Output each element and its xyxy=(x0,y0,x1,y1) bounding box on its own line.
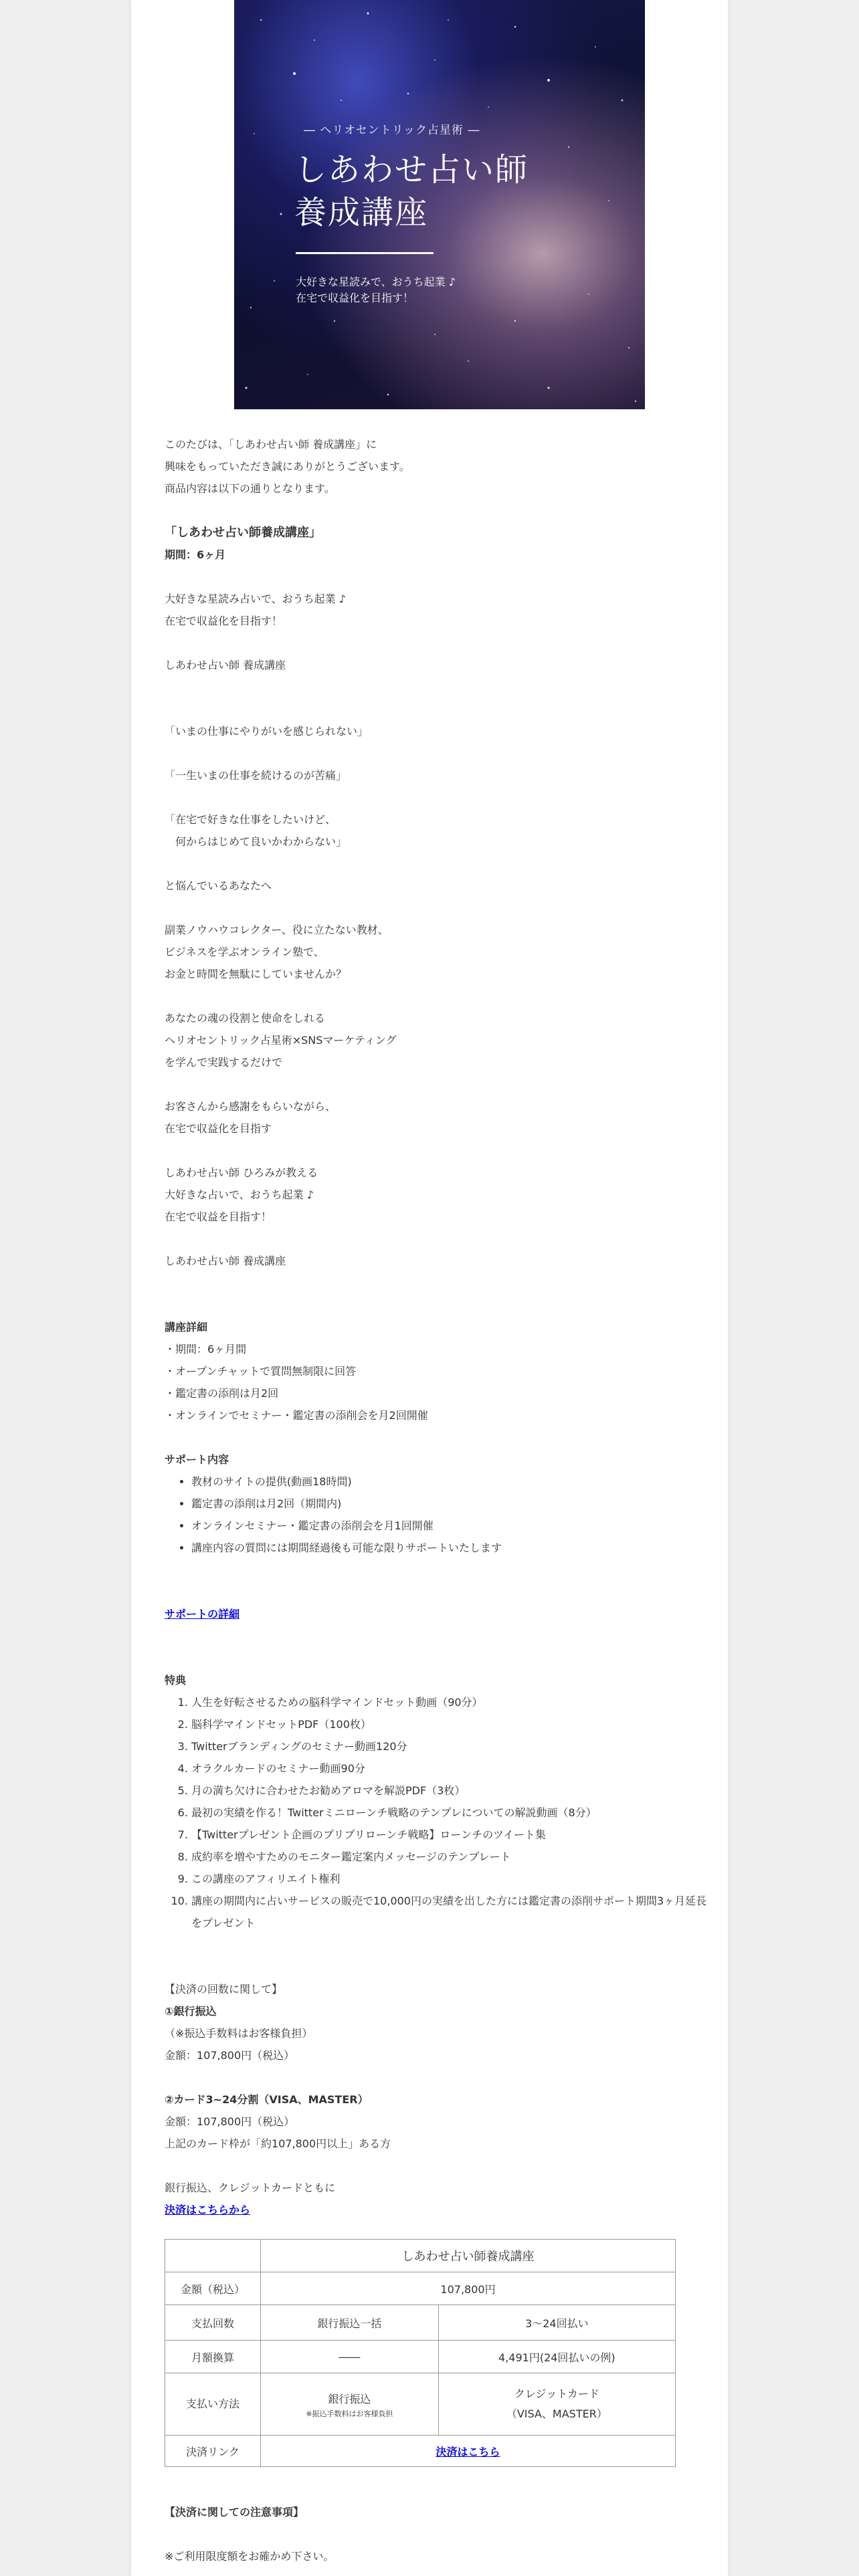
method-card: クレジットカード xyxy=(514,2387,599,2400)
body-line: 大好きな占いで、おうち起業 ♪ xyxy=(165,1188,314,1201)
perk-item: 8. 成約率を増やすためのモニター鑑定案内メッセージのテンプレート xyxy=(191,1846,713,1868)
method-label: 支払い方法 xyxy=(165,2373,261,2436)
body-line: しあわせ占い師 養成講座 xyxy=(165,1255,286,1267)
body-line: と悩んでいるあなたへ xyxy=(165,879,272,892)
support-item: • 鑑定書の添削は月2回（期間内) xyxy=(191,1493,713,1515)
hero-divider xyxy=(296,252,434,254)
notes-heading: 【決済に関しての注意事項】 xyxy=(165,2506,304,2518)
body-line: ヘリオセントリック占星術×SNSマーケティング xyxy=(165,1034,397,1047)
hero-title-line2: 養成講座 xyxy=(294,194,429,231)
hero-subtitle: ― ヘリオセントリック占星術 ― xyxy=(304,124,480,137)
payment-link[interactable]: 決済はこちらから xyxy=(165,2204,251,2216)
quote-line: 「いまの仕事にやりがいを感じられない」 xyxy=(165,725,369,738)
quote-line: 「在宅で好きな仕事をしたいけど、 xyxy=(165,813,337,826)
perk-item: 9. この講座のアフィリエイト権利 xyxy=(191,1868,713,1890)
hero-title xyxy=(294,148,529,234)
monthly-bank: ―― xyxy=(261,2341,439,2373)
details-item: ・オンラインでセミナー・鑑定書の添削会を月2回開催 xyxy=(165,1409,428,1422)
method-bank: 銀行振込 xyxy=(328,2393,371,2405)
card-title: ②カード3~24分割（VISA、MASTER） xyxy=(165,2093,369,2106)
count-label: 支払回数 xyxy=(165,2305,261,2341)
details-heading: 講座詳細 xyxy=(165,1321,208,1333)
body-line: お金と時間を無駄にしていませんか？ xyxy=(165,968,347,980)
body-line: 在宅で収益を目指す！ xyxy=(165,1210,272,1223)
quote-line: 何からはじめて良いかわからない」 xyxy=(165,835,347,848)
body-line: を学んで実践するだけで xyxy=(165,1056,283,1069)
bank-note: （※振込手数料はお客様負担） xyxy=(165,2027,313,2040)
notes-section xyxy=(165,2501,713,2567)
course-period: 期間：6ヶ月 xyxy=(165,548,226,561)
details-item: ・オープンチャットで質問無制限に回答 xyxy=(165,1365,357,1378)
perks-list xyxy=(165,1691,713,1934)
card-amount: 金額：107,800円（税込） xyxy=(165,2115,295,2128)
body-line: しあわせ占い師 ひろみが教える xyxy=(165,1166,318,1179)
perk-item: 10. 講座の期間内に占いサービスの販売で10,000円の実績を出した方には鑑定書の添削サポート期間3ヶ月延長をプレゼント xyxy=(191,1890,713,1934)
support-heading: サポート内容 xyxy=(165,1453,229,1466)
body-line: ビジネスを学ぶオンライン塾で、 xyxy=(165,946,324,958)
card-note: 上記のカード枠が「約107,800円以上」ある方 xyxy=(165,2137,391,2150)
details-item: ・鑑定書の添削は月2回 xyxy=(165,1387,279,1400)
support-item: • オンラインセミナー・鑑定書の添削会を月1回開催 xyxy=(191,1515,713,1537)
body-line: 在宅で収益化を目指す！ xyxy=(165,615,283,627)
method-bank-cell xyxy=(261,2373,439,2436)
monthly-card: 4,491円(24回払いの例) xyxy=(438,2341,675,2373)
notes-line: ※ご利用限度額をお確かめ下さい。 xyxy=(165,2550,335,2563)
hero-banner xyxy=(234,0,645,409)
perk-item: 7. 【Twitterプレゼント企画のプリプリローンチ戦略】ローンチのツイート集 xyxy=(191,1824,713,1846)
bank-amount: 金額：107,800円（税込） xyxy=(165,2049,295,2062)
payment-table xyxy=(165,2239,676,2467)
support-item: • 講座内容の質問には期間経過後も可能な限りサポートいたします xyxy=(191,1537,713,1559)
hero-desc-line2: 在宅で収益化を目指す！ xyxy=(296,292,414,304)
hero-title-line1: しあわせ占い師 xyxy=(294,151,529,189)
perk-item: 4. オラクルカードのセミナー動画90分 xyxy=(191,1757,713,1780)
payment-heading: 【決済の回数に関して】 xyxy=(165,1983,283,1996)
quote-line: 「一生いまの仕事を続けるのが苦痛」 xyxy=(165,769,347,782)
body-line: 在宅で収益化を目指す xyxy=(165,1122,272,1135)
price-label: 金額（税込） xyxy=(165,2272,261,2305)
intro-line: 商品内容は以下の通りとなります。 xyxy=(165,482,335,495)
intro-line: このたびは、「しあわせ占い師 養成講座」に xyxy=(165,438,377,451)
monthly-label: 月額換算 xyxy=(165,2341,261,2373)
link-label: 決済リンク xyxy=(165,2436,261,2467)
course-title: 「しあわせ占い師養成講座」 xyxy=(165,526,321,540)
main-content xyxy=(165,433,713,2221)
body-line: あなたの魂の役割と使命をしれる xyxy=(165,1012,326,1025)
perk-item: 6. 最初の実績を作る！Twitterミニローンチ戦略のテンプレについての解説動画（8分） xyxy=(191,1802,713,1824)
payment-both: 銀行振込、クレジットカードともに xyxy=(165,2181,336,2194)
perks-heading: 特典 xyxy=(165,1674,187,1687)
body-line: しあわせ占い師 養成講座 xyxy=(165,659,286,671)
perk-item: 1. 人生を好転させるための脳科学マインドセット動画（90分） xyxy=(191,1691,713,1713)
body-line: 副業ノウハウコレクター、役に立たない教材、 xyxy=(165,924,389,936)
perk-item: 5. 月の満ち欠けに合わせたお勧めアロマを解説PDF（3枚） xyxy=(191,1780,713,1802)
perk-item: 3. Twitterブランディングのセミナー動画120分 xyxy=(191,1735,713,1757)
bank-title: ①銀行振込 xyxy=(165,2005,217,2018)
count-bank: 銀行振込一括 xyxy=(261,2305,439,2341)
intro-line: 興味をもっていただき誠にありがとうございます。 xyxy=(165,460,410,473)
method-card-cell xyxy=(438,2373,675,2436)
method-card-brands: （VISA、MASTER） xyxy=(506,2407,607,2420)
page xyxy=(131,0,728,2576)
count-card: 3〜24回払い xyxy=(438,2305,675,2341)
hero-description xyxy=(296,274,456,306)
table-payment-link[interactable]: 決済はこちら xyxy=(436,2445,500,2458)
support-item: • 教材のサイトの提供(動画18時間) xyxy=(191,1471,713,1493)
method-bank-note: ※振込手数料はお客様負担 xyxy=(306,2409,393,2418)
support-list xyxy=(165,1471,713,1559)
body-line: 大好きな星読み占いで、おうち起業 ♪ xyxy=(165,593,346,605)
details-item: ・期間：6ヶ月間 xyxy=(165,1343,247,1356)
body-line: お客さんから感謝をもらいながら、 xyxy=(165,1100,337,1113)
price-value: 107,800円 xyxy=(261,2272,676,2305)
table-title: しあわせ占い師養成講座 xyxy=(261,2240,676,2272)
support-details-link[interactable]: サポートの詳細 xyxy=(165,1608,240,1620)
perk-item: 2. 脳科学マインドセットPDF（100枚） xyxy=(191,1713,713,1735)
hero-desc-line1: 大好きな星読みで、おうち起業 ♪ xyxy=(296,276,456,288)
